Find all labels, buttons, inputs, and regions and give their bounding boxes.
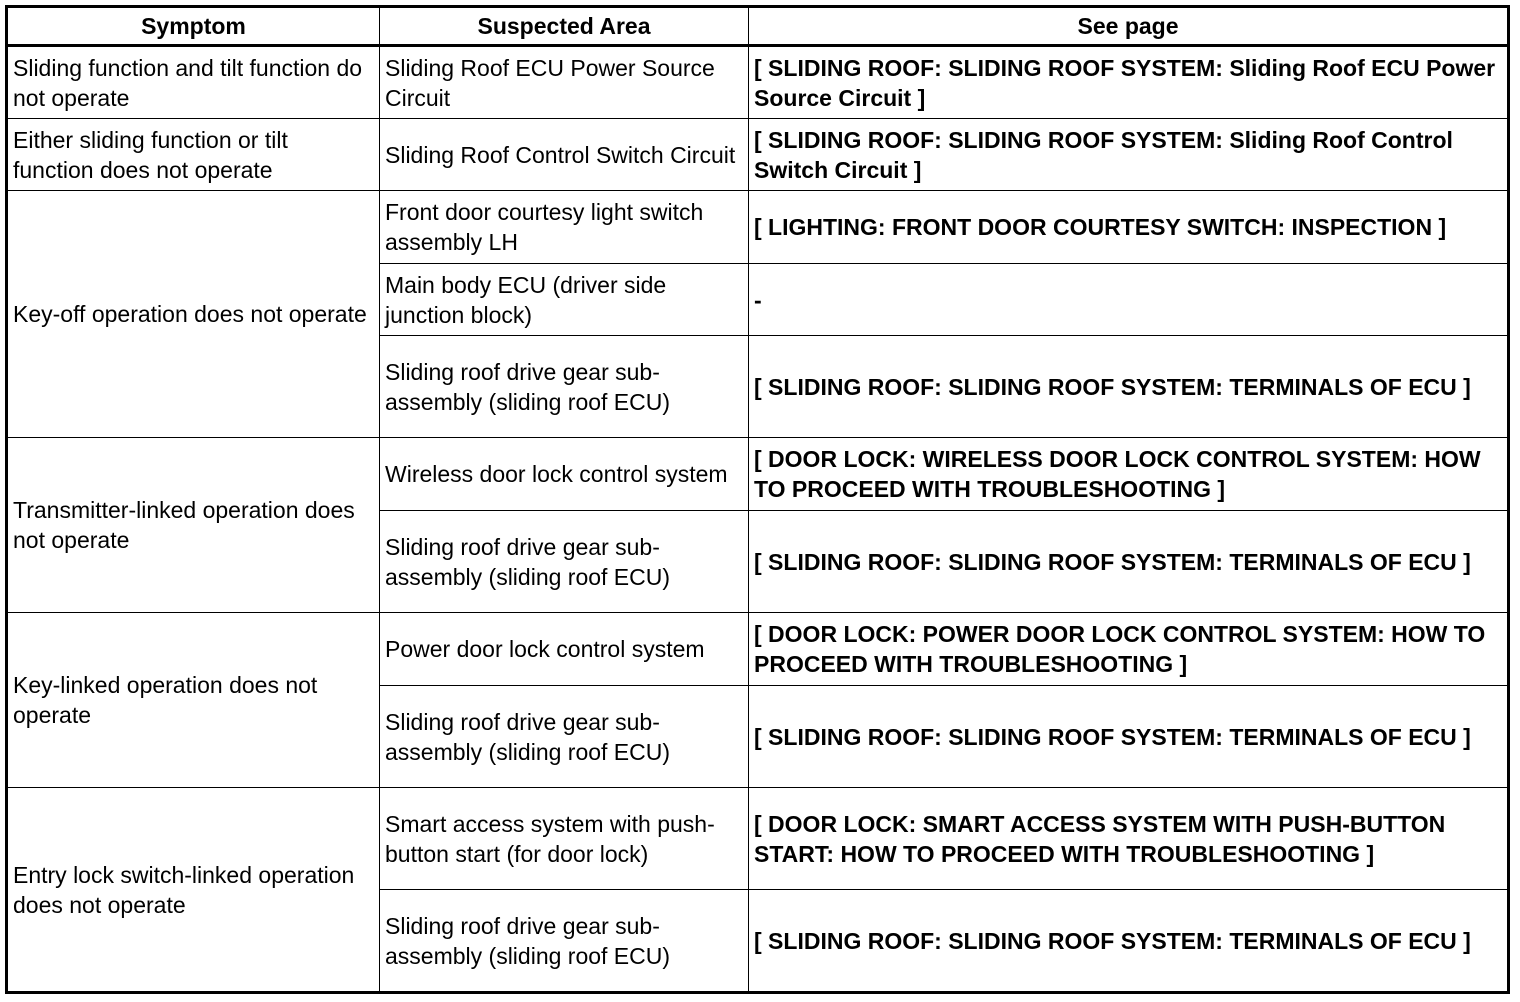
suspected-area-cell: Smart access system with push-button start (for door lock): [380, 788, 749, 890]
see-page-link[interactable]: [ SLIDING ROOF: SLIDING ROOF SYSTEM: TERMINALS OF ECU ]: [749, 511, 1509, 613]
suspected-area-cell: Sliding roof drive gear sub-assembly (sliding roof ECU): [380, 511, 749, 613]
see-page-link[interactable]: [ SLIDING ROOF: SLIDING ROOF SYSTEM: Sliding Roof Control Switch Circuit ]: [749, 119, 1509, 191]
suspected-area-cell: Front door courtesy light switch assembly LH: [380, 191, 749, 264]
symptom-header: Symptom: [7, 7, 380, 46]
symptom-cell: Either sliding function or tilt function does not operate: [7, 119, 380, 191]
table-row: [7, 788, 1509, 890]
symptom-cell: Sliding function and tilt function do not operate: [7, 46, 380, 119]
header-row: [7, 7, 1509, 46]
suspected-area-cell: Wireless door lock control system: [380, 438, 749, 511]
see-page-link[interactable]: [ DOOR LOCK: WIRELESS DOOR LOCK CONTROL SYSTEM: HOW TO PROCEED WITH TROUBLESHOOTING ]: [749, 438, 1509, 511]
suspected-area-cell: Sliding Roof ECU Power Source Circuit: [380, 46, 749, 119]
see-page-link[interactable]: [ DOOR LOCK: POWER DOOR LOCK CONTROL SYSTEM: HOW TO PROCEED WITH TROUBLESHOOTING ]: [749, 613, 1509, 686]
see-page-cell: -: [749, 264, 1509, 336]
suspected-area-header: Suspected Area: [380, 7, 749, 46]
symptom-cell: Key-linked operation does not operate: [7, 613, 380, 788]
suspected-area-cell: Sliding roof drive gear sub-assembly (sliding roof ECU): [380, 890, 749, 993]
see-page-link[interactable]: [ SLIDING ROOF: SLIDING ROOF SYSTEM: TERMINALS OF ECU ]: [749, 890, 1509, 993]
suspected-area-cell: Sliding roof drive gear sub-assembly (sliding roof ECU): [380, 336, 749, 438]
suspected-area-cell: Sliding roof drive gear sub-assembly (sliding roof ECU): [380, 686, 749, 788]
suspected-area-cell: Power door lock control system: [380, 613, 749, 686]
table-row: [7, 119, 1509, 191]
table-row: [7, 191, 1509, 264]
symptom-cell: Transmitter-linked operation does not operate: [7, 438, 380, 613]
table-row: [7, 46, 1509, 119]
see-page-link[interactable]: [ SLIDING ROOF: SLIDING ROOF SYSTEM: TERMINALS OF ECU ]: [749, 686, 1509, 788]
see-page-link[interactable]: [ SLIDING ROOF: SLIDING ROOF SYSTEM: Sliding Roof ECU Power Source Circuit ]: [749, 46, 1509, 119]
table-row: [7, 438, 1509, 511]
see-page-link[interactable]: [ SLIDING ROOF: SLIDING ROOF SYSTEM: TERMINALS OF ECU ]: [749, 336, 1509, 438]
symptom-cell: Key-off operation does not operate: [7, 191, 380, 438]
suspected-area-cell: Main body ECU (driver side junction block): [380, 264, 749, 336]
table-row: [7, 613, 1509, 686]
see-page-header: See page: [749, 7, 1509, 46]
suspected-area-cell: Sliding Roof Control Switch Circuit: [380, 119, 749, 191]
see-page-link[interactable]: [ DOOR LOCK: SMART ACCESS SYSTEM WITH PUSH-BUTTON START: HOW TO PROCEED WITH TROUBLESHOOTING ]: [749, 788, 1509, 890]
symptom-cell: Entry lock switch-linked operation does not operate: [7, 788, 380, 993]
problem-symptoms-table: [5, 5, 1510, 994]
see-page-link[interactable]: [ LIGHTING: FRONT DOOR COURTESY SWITCH: INSPECTION ]: [749, 191, 1509, 264]
